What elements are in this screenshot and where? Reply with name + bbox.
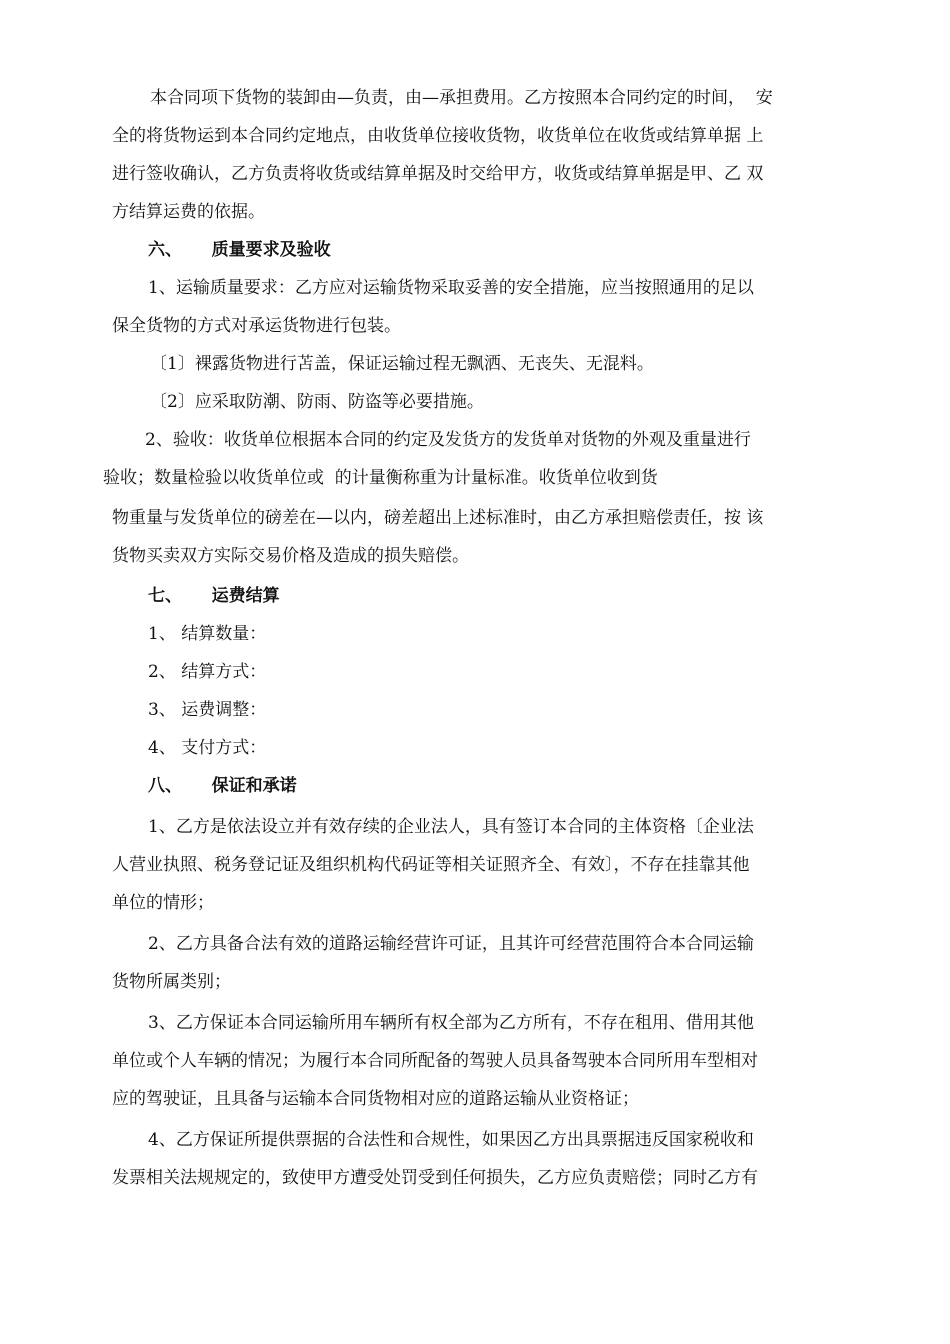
paragraph-line: 4、乙方保证所提供票据的合法性和合规性，如果因乙方出具票据违反国家税收和 [148, 1130, 754, 1150]
paragraph-line: 保全货物的方式对承运货物进行包装。 [112, 316, 401, 336]
paragraph-line: 3、乙方保证本合同运输所用车辆所有权全部为乙方所有，不存在租用、借用其他 [148, 1013, 754, 1033]
paragraph-line: 方结算运费的依据。 [112, 202, 265, 222]
paragraph-line: 〔1〕裸露货物进行苫盖，保证运输过程无飘洒、无丧失、无混料。 [150, 354, 654, 374]
paragraph-line: 2、验收：收货单位根据本合同的约定及发货方的发货单对货物的外观及重量进行 [145, 430, 751, 450]
list-item: 3、 运费调整： [148, 700, 267, 720]
paragraph-line: 1、运输质量要求：乙方应对运输货物采取妥善的安全措施，应当按照通用的足以 [148, 278, 754, 298]
list-item: 2、 结算方式： [148, 662, 267, 682]
section-heading: 七、 运费结算 [148, 586, 280, 606]
paragraph-line: 物重量与发货单位的磅差在—以内，磅差超出上述标准时，由乙方承担赔偿责任，按 该 [112, 508, 764, 528]
section-heading: 八、 保证和承诺 [148, 776, 297, 796]
list-item: 4、 支付方式： [148, 738, 267, 758]
list-item: 1、 结算数量： [148, 624, 267, 644]
paragraph-line: 单位或个人车辆的情况；为履行本合同所配备的驾驶人员具备驾驶本合同所用车型相对 [112, 1051, 758, 1071]
paragraph-line: 2、乙方具备合法有效的道路运输经营许可证，且其许可经营范围符合本合同运输 [148, 934, 754, 954]
paragraph-line: 进行签收确认，乙方负责将收货或结算单据及时交给甲方，收货或结算单据是甲、乙 双 [112, 164, 764, 184]
paragraph-line: 人营业执照、税务登记证及组织机构代码证等相关证照齐全、有效〕，不存在挂靠其他 [112, 855, 750, 875]
paragraph-line: 货物所属类别； [112, 972, 231, 992]
paragraph-line: 全的将货物运到本合同约定地点，由收货单位接收货物，收货单位在收货或结算单据 上 [112, 126, 764, 146]
paragraph-line: 验收；数量检验以收货单位或 的计量衡称重为计量标准。收货单位收到货 [103, 468, 658, 488]
paragraph-line: 货物买卖双方实际交易价格及造成的损失赔偿。 [112, 546, 469, 566]
section-heading: 六、 质量要求及验收 [148, 240, 331, 260]
paragraph-line: 〔2〕应采取防潮、防雨、防盗等必要措施。 [150, 392, 484, 412]
paragraph-line: 1、乙方是依法设立并有效存续的企业法人，具有签订本合同的主体资格〔企业法 [148, 817, 754, 837]
paragraph-line: 应的驾驶证，且具备与运输本合同货物相对应的道路运输从业资格证； [112, 1089, 639, 1109]
paragraph-line: 单位的情形； [112, 893, 214, 913]
paragraph-line: 本合同项下货物的装卸由—负责，由—承担费用。乙方按照本合同约定的时间， 安 [150, 88, 773, 108]
paragraph-line: 发票相关法规规定的，致使甲方遭受处罚受到任何损失，乙方应负责赔偿；同时乙方有 [112, 1168, 758, 1188]
